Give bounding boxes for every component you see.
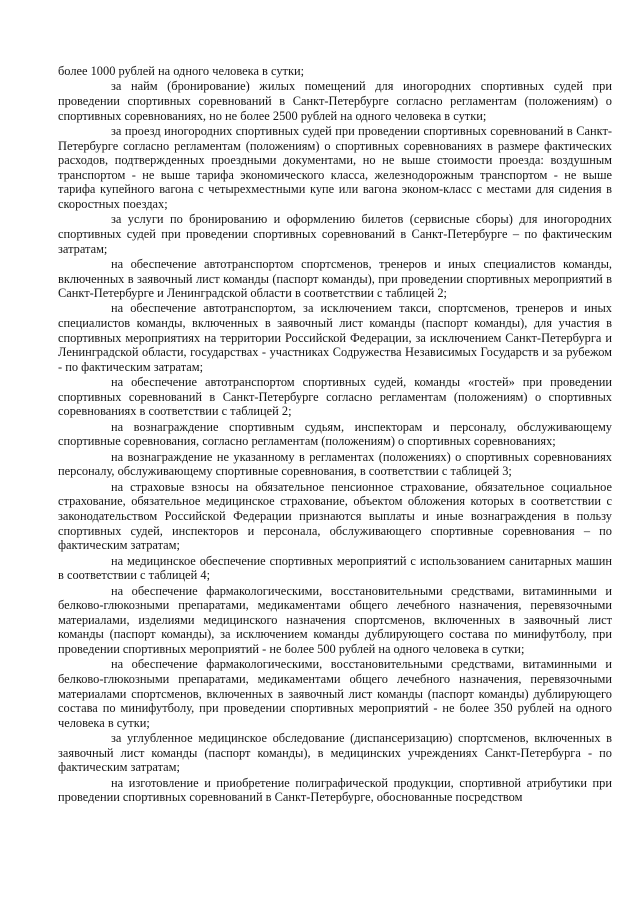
paragraph-12: на обеспечение фармакологическими, восстановительными средствами, витаминными и белково-глюкозными препаратами, медикаментами общего лечебного назначения, перевязочными материалами, изделиями медицинского назначения спортсменов, включенных в заявочный лист команды (паспорт команды), за исключением команды дублирующего состава по минифутболу, при проведении спортивных мероприятий - не более 500 рублей на одного человека в сутки; [58, 583, 612, 656]
paragraph-5: на обеспечение автотранспортом спортсменов, тренеров и иных специалистов команды, включенных в заявочный лист команды (паспорт команды), при проведении спортивных мероприятий в Санкт-Петербурге и Ленинградской области в соответствии с таблицей 2; [58, 256, 612, 301]
document-page [58, 64, 612, 806]
paragraph-3: за проезд иногородних спортивных судей при проведении спортивных соревнований в Санкт-Петербурге согласно регламентам (положениям) о спортивных соревнованиях в размере фактических расходов, подтвержденных проездными документами, но не выше стоимости проезда: воздушным транспортом - не выше тарифа экономического класса, железнодорожным транспортом - не выше тарифа купейного вагона с четырехместными купе или вагона эконом-класс с местами для сидения в скоростных поездах; [58, 123, 612, 211]
paragraph-11: на медицинское обеспечение спортивных мероприятий с использованием санитарных машин в соответствии с таблицей 4; [58, 553, 612, 583]
paragraph-7: на обеспечение автотранспортом спортивных судей, команды «гостей» при проведении спортивных соревнований в Санкт-Петербурге согласно регламентам (положениям) о спортивных соревнованиях в соответствии с таблицей 2; [58, 375, 612, 419]
paragraph-14: за углубленное медицинское обследование (диспансеризацию) спортсменов, включенных в заявочный лист команды (паспорт команды), в медицинских учреждениях Санкт-Петербурга - по фактическим затратам; [58, 731, 612, 775]
paragraph-6: на обеспечение автотранспортом, за исключением такси, спортсменов, тренеров и иных специалистов команды, включенных в заявочный лист команды (паспорт команды), для участия в спортивных мероприятиях на территории Российской Федерации, за исключением Санкт-Петербурга и Ленинградской области, государствах - участниках Содружества Независимых Государств и за рубежом - по фактическим затратам; [58, 301, 612, 374]
paragraph-9: на вознаграждение не указанному в регламентах (положениях) о спортивных соревнованиях персоналу, обслуживающему спортивные соревнования, в соответствии с таблицей 3; [58, 449, 612, 479]
paragraph-1: более 1000 рублей на одного человека в сутки; [58, 64, 305, 78]
paragraph-4: за услуги по бронированию и оформлению билетов (сервисные сборы) для иногородних спортивных судей при проведении спортивных соревнований в Санкт-Петербурге – по фактическим затратам; [58, 212, 612, 256]
paragraph-8: на вознаграждение спортивным судьям, инспекторам и персоналу, обслуживающему спортивные соревнования, согласно регламентам (положениям) о спортивных соревнованиях; [58, 419, 612, 449]
paragraph-15: на изготовление и приобретение полиграфической продукции, спортивной атрибутики при проведении спортивных соревнований в Санкт-Петербурге, обоснованные посредством [58, 775, 612, 805]
paragraph-13: на обеспечение фармакологическими, восстановительными средствами, витаминными и белково-глюкозными препаратами, медикаментами общего лечебного назначения, перевязочными материалами спортсменов, включенных в заявочный лист команды (паспорт команды) дублирующего состава по минифутболу, при проведении спортивных мероприятий - не более 350 рублей на одного человека в сутки; [58, 657, 612, 730]
paragraph-10: на страховые взносы на обязательное пенсионное страхование, обязательное социальное страхование, обязательное медицинское страхование, объектом обложения которых в соответствии с законодательством Российской Федерации признаются выплаты и иные вознаграждения в пользу спортивных судей, инспекторов и персонала, обслуживающего спортивные соревнования – по фактическим затратам; [58, 479, 612, 553]
paragraph-2: за найм (бронирование) жилых помещений для иногородних спортивных судей при проведении спортивных соревнований в Санкт-Петербурге согласно регламентам (положениям) о спортивных соревнованиях, но не более 2500 рублей на одного человека в сутки; [58, 79, 612, 123]
